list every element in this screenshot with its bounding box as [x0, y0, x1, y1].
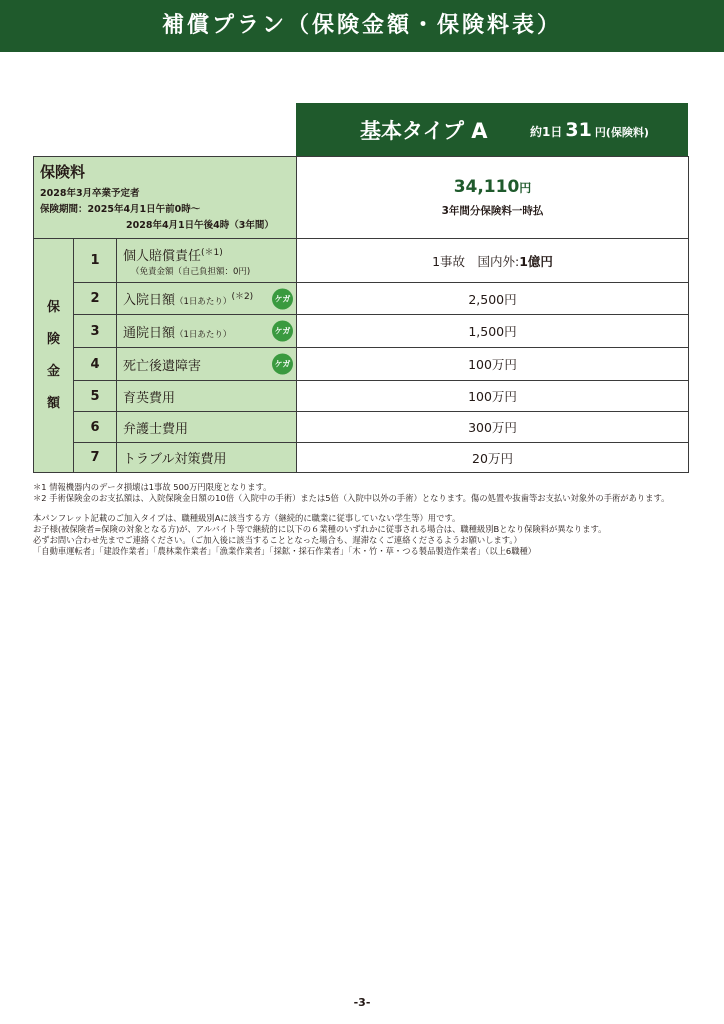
row-item	[117, 412, 297, 443]
row-item	[117, 348, 297, 381]
injury-badge-icon: ケガ	[272, 354, 293, 375]
item-name: 入院日額	[123, 293, 176, 308]
rate-prefix: 約1日	[530, 125, 563, 139]
notes-paragraph-2: お子様(被保険者=保険の対象となる方)が、アルバイト等で継続的に以下の６業種のいずれかに従事される場合は、職種級別Bとなり保険料が異なります。	[33, 524, 607, 534]
premium-amount-unit: 円	[519, 181, 532, 195]
premium-row	[34, 157, 689, 239]
item-name: 弁護士費用	[123, 421, 189, 437]
table-row	[34, 315, 689, 348]
page-title: 補償プラン（保険金額・保険料表）	[161, 13, 562, 38]
row-value: 100万円	[297, 381, 689, 412]
premium-amount	[297, 177, 688, 197]
coverage-table	[33, 156, 689, 473]
plan-header	[296, 103, 688, 156]
coverage-group-label	[34, 239, 74, 473]
table-row	[34, 348, 689, 381]
item-sub: （1日あたり）	[175, 297, 232, 307]
row-value	[297, 239, 689, 283]
plan-name: 基本タイプ A	[360, 119, 488, 143]
table-row	[34, 443, 689, 473]
plan-daily-rate	[530, 119, 649, 141]
page-banner	[0, 0, 724, 52]
item-sub: （1日あたり）	[175, 329, 232, 340]
injury-badge-icon: ケガ	[272, 288, 293, 309]
item-name: トラブル対策費用	[123, 452, 227, 467]
row-value: 2,500円	[297, 283, 689, 315]
notes-paragraph-3: 必ずお問い合わせ先までご連絡ください。（ご加入後に該当することとなった場合も、遅滞なくご連絡くださるようお願いします。）	[33, 535, 522, 545]
table-row	[34, 283, 689, 315]
group-char: 金	[46, 363, 60, 379]
row-value: 20万円	[297, 443, 689, 473]
premium-title: 保険料	[40, 163, 86, 181]
rate-suffix: 円(保険料)	[594, 126, 649, 139]
group-char: 険	[46, 331, 60, 347]
table-row	[34, 239, 689, 283]
page-number: -3-	[353, 996, 371, 1009]
value-prefix: 1事故 国内外:	[432, 253, 520, 269]
group-char: 保	[46, 299, 60, 315]
payment-note: 3年間分保険料一時払	[441, 205, 544, 217]
notes-spacer	[33, 504, 703, 513]
item-footnote-mark: (＊1)	[201, 247, 223, 258]
row-value: 300万円	[297, 412, 689, 443]
footnote-1: ＊1 情報機器内のデータ損壊は1事故 500万円限度となります。	[33, 482, 272, 492]
table-row	[34, 381, 689, 412]
premium-label-cell	[34, 157, 297, 239]
group-char: 額	[46, 395, 60, 411]
item-name: 通院日額	[123, 325, 176, 341]
value-amount: 1億円	[519, 253, 553, 269]
period-start-text: 保険期間：2025年4月1日午前0時～	[40, 204, 201, 215]
row-value: 1,500円	[297, 315, 689, 348]
table-row	[34, 412, 689, 443]
row-number: 3	[74, 315, 117, 348]
notes-paragraph-1: 本パンフレット記載のご加入タイプは、職種級別Aに該当する方（継続的に職業に従事していない学生等）用です。	[33, 513, 461, 523]
item-name: 育英費用	[123, 390, 176, 406]
injury-badge-icon: ケガ	[272, 321, 293, 342]
row-value: 100万円	[297, 348, 689, 381]
row-item	[117, 283, 297, 315]
row-number: 2	[74, 283, 117, 315]
row-number: 4	[74, 348, 117, 381]
row-item	[117, 443, 297, 473]
footnote-2: ＊2 手術保険金のお支払額は、入院保険金日額の10倍（入院中の手術）または5倍（入院中以外の手術）となります。傷の処置や抜歯等お支払い対象外の手術があります。	[33, 493, 670, 503]
premium-value-cell	[297, 157, 689, 239]
period-end-text: 2028年4月1日午後4時（3年間）	[126, 220, 274, 231]
row-number: 6	[74, 412, 117, 443]
row-item	[117, 239, 297, 283]
item-footnote-mark: (＊2)	[231, 292, 254, 302]
premium-amount-value: 34,110	[453, 177, 520, 197]
row-item	[117, 315, 297, 348]
row-item	[117, 381, 297, 412]
item-note: （免責金額（自己負担額：0円)	[131, 266, 251, 277]
rate-value: 31	[565, 119, 592, 141]
notes-paragraph-4: 「自動車運転者」「建設作業者」「農林業作業者」「漁業作業者」「採鉱・採石作業者」「木・竹・草・つる製品製造作業者」（以上6職種）	[33, 546, 537, 556]
row-number: 7	[74, 443, 117, 473]
notes-section	[33, 482, 703, 557]
item-name: 死亡後遺障害	[123, 358, 202, 374]
row-number: 1	[74, 239, 117, 283]
item-name: 個人賠償責任	[123, 248, 202, 264]
graduation-text: 2028年3月卒業予定者	[40, 188, 140, 199]
row-number: 5	[74, 381, 117, 412]
